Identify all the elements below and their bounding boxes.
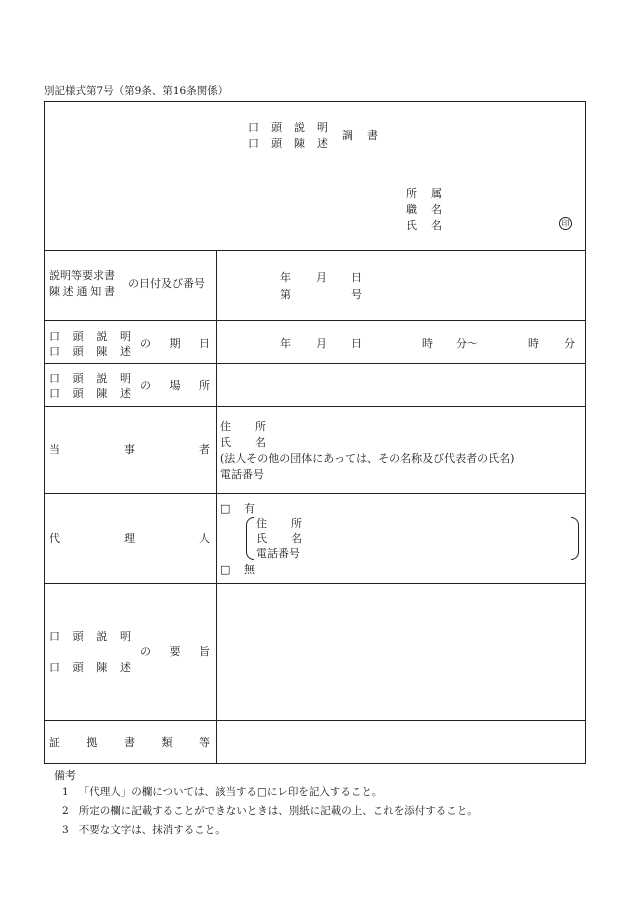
form-number-label: 別記様式第7号（第9条、第16条関係） (44, 85, 229, 97)
agent-name-label: 氏 名 (256, 532, 302, 545)
note-item: 1 「代理人」の欄については、該当する□にレ印を記入すること。 (62, 786, 383, 798)
agent-yes-label: 有 (244, 502, 255, 515)
job-title-label: 職 名 (406, 203, 442, 216)
day-label: 日 (351, 271, 362, 284)
party-address-label: 住 所 (220, 420, 266, 433)
row-divider (44, 320, 586, 321)
seal-mark: 印 (559, 217, 572, 230)
agent-phone-label: 電話番号 (256, 547, 300, 560)
row-divider (44, 720, 586, 721)
place-label-suffix: の 場 所 (140, 379, 210, 392)
note-item: 2 所定の欄に記載することができないときは、別紙に記載の上、これを添付すること。 (62, 805, 478, 817)
row-divider (44, 493, 586, 494)
row-divider (44, 583, 586, 584)
agent-left-bracket (246, 517, 254, 560)
place-label-statement: 口 頭 陳 述 (49, 387, 131, 400)
number-prefix: 第 (280, 288, 291, 301)
request-document-label: 説明等要求書 (49, 269, 115, 282)
place-label-explanation: 口 頭 説 明 (49, 372, 131, 385)
row-divider (44, 406, 586, 407)
agent-address-label: 住 所 (256, 517, 302, 530)
period-month: 月 (316, 337, 327, 350)
title-suffix: 調 書 (342, 129, 378, 142)
party-corporate-note: (法人その他の団体にあっては、その名称及び代表者の氏名) (220, 452, 515, 465)
summary-label-suffix: の 要 旨 (140, 645, 210, 658)
period-label-explanation: 口 頭 説 明 (49, 330, 131, 343)
agent-label: 代 理 人 (49, 532, 210, 545)
title-line-statement: 口 頭 陳 述 (248, 137, 328, 150)
period-minute-to: 分 (564, 337, 575, 350)
period-label-suffix: の 期 日 (140, 337, 210, 350)
row-divider (44, 250, 586, 251)
evidence-label: 証 拠 書 類 等 (49, 736, 210, 749)
party-name-label: 氏 名 (220, 436, 266, 449)
title-line-explanation: 口 頭 説 明 (248, 121, 328, 134)
summary-label-statement: 口 頭 陳 述 (49, 661, 131, 674)
notes-title: 備考 (54, 769, 76, 782)
month-label: 月 (316, 271, 327, 284)
affiliation-label: 所 属 (406, 187, 442, 200)
column-divider (216, 250, 217, 764)
period-label-statement: 口 頭 陳 述 (49, 345, 131, 358)
period-day: 日 (351, 337, 362, 350)
year-label: 年 (280, 271, 291, 284)
period-year: 年 (280, 337, 291, 350)
date-and-number-label: の日付及び番号 (128, 277, 205, 290)
statement-notice-label: 陳 述 通 知 書 (49, 285, 115, 298)
period-minute-from: 分～ (456, 337, 478, 350)
note-item: 3 不要な文字は、抹消すること。 (62, 824, 226, 836)
party-phone-label: 電話番号 (220, 468, 264, 481)
official-name-label: 氏 名 (406, 219, 442, 232)
row-divider (44, 363, 586, 364)
party-label: 当 事 者 (49, 443, 210, 456)
agent-no-label: 無 (244, 563, 255, 576)
period-hour-to: 時 (528, 337, 539, 350)
agent-no-checkbox[interactable]: □ (220, 563, 231, 576)
agent-yes-checkbox[interactable]: □ (220, 502, 231, 515)
period-hour-from: 時 (422, 337, 433, 350)
number-suffix: 号 (351, 288, 362, 301)
summary-label-explanation: 口 頭 説 明 (49, 630, 131, 643)
agent-right-bracket (571, 517, 579, 560)
